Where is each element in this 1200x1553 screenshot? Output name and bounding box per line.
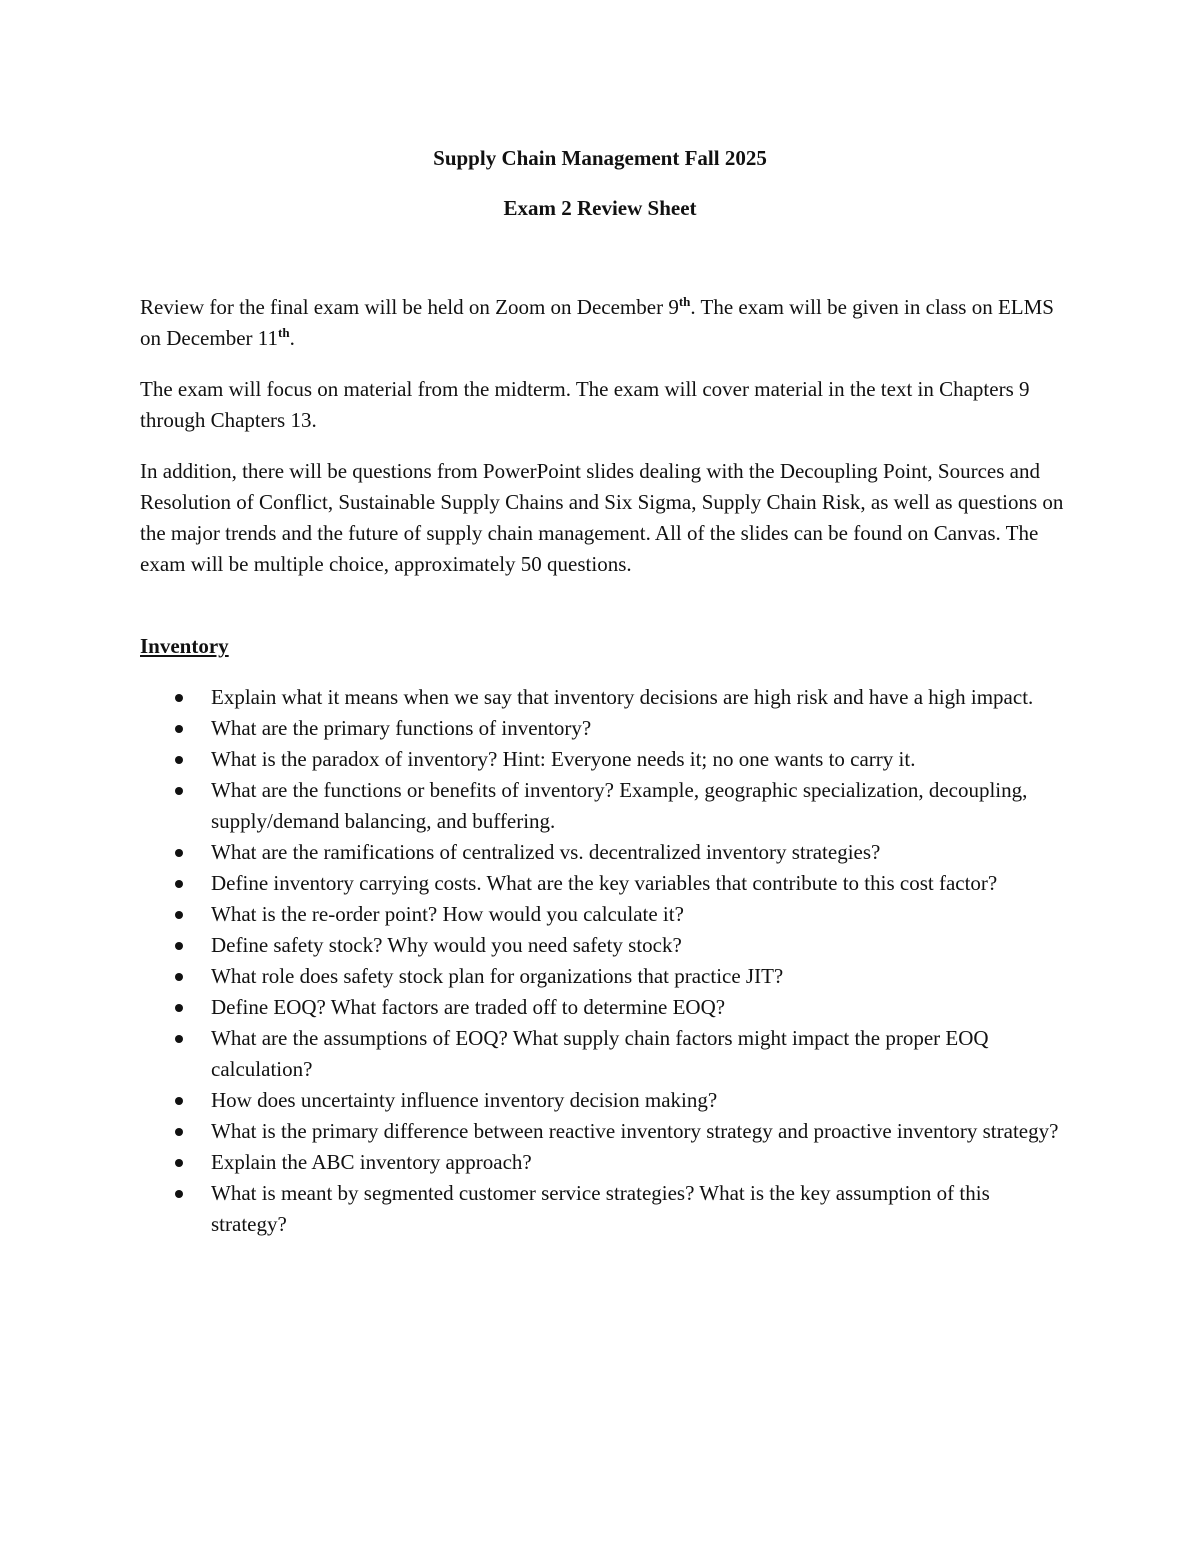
section-heading-inventory: Inventory (140, 634, 229, 658)
intro-paragraph (140, 292, 1070, 354)
bullet-icon (175, 1190, 183, 1198)
bullet-icon (175, 911, 183, 919)
list-item-text: What is meant by segmented customer service strategies? What is the key assumption of this strategy? (211, 1181, 990, 1236)
list-item (140, 713, 1070, 744)
list-item-text: What is the re-order point? How would you calculate it? (211, 902, 684, 926)
list-item (140, 1085, 1070, 1116)
inventory-question-list (140, 682, 1070, 1240)
list-item (140, 992, 1070, 1023)
bullet-icon (175, 1004, 183, 1012)
list-item (140, 775, 1070, 837)
bullet-icon (175, 973, 183, 981)
intro-text-2: . The exam will be given in class on ELMS on December 11 (140, 295, 1054, 350)
list-item-text: Define EOQ? What factors are traded off to determine EOQ? (211, 995, 726, 1019)
list-item-text: Explain what it means when we say that inventory decisions are high risk and have a high impact. (211, 685, 1034, 709)
list-item (140, 837, 1070, 868)
bullet-icon (175, 756, 183, 764)
bullet-icon (175, 1128, 183, 1136)
document-subtitle: Exam 2 Review Sheet (503, 196, 697, 220)
list-item (140, 1147, 1070, 1178)
intro-text-1: Review for the final exam will be held on Zoom on December 9 (140, 295, 679, 319)
additional-topics-paragraph: In addition, there will be questions from PowerPoint slides dealing with the Decoupling Point, Sources and Resolution of Conflict, Sustainable Supply Chains and Six Sigma, Supply Chain Risk, as well as questions on the major trends and the future of supply chain management. All of the slides can be found on Canvas. The exam will be multiple choice, approximately 50 questions. (140, 459, 1064, 576)
bullet-icon (175, 1097, 183, 1105)
list-item-text: What is the paradox of inventory? Hint: Everyone needs it; no one wants to carry it. (211, 747, 916, 771)
list-item-text: What are the primary functions of inventory? (211, 716, 592, 740)
bullet-icon (175, 787, 183, 795)
intro-ordinal-1: th (678, 294, 691, 309)
list-item (140, 961, 1070, 992)
list-item-text: What are the functions or benefits of inventory? Example, geographic specialization, decoupling, supply/demand balancing, and buffering. (211, 778, 1028, 833)
list-item (140, 1116, 1070, 1147)
list-item-text: What is the primary difference between reactive inventory strategy and proactive inventory strategy? (211, 1119, 1059, 1143)
list-item (140, 1178, 1070, 1240)
list-item-text: What are the ramifications of centralized vs. decentralized inventory strategies? (211, 840, 881, 864)
bullet-icon (175, 849, 183, 857)
list-item-text: Explain the ABC inventory approach? (211, 1150, 532, 1174)
bullet-icon (175, 880, 183, 888)
document-title: Supply Chain Management Fall 2025 (433, 146, 767, 170)
bullet-icon (175, 942, 183, 950)
list-item (140, 930, 1070, 961)
list-item (140, 744, 1070, 775)
bullet-icon (175, 1159, 183, 1167)
exam-scope-paragraph: The exam will focus on material from the midterm. The exam will cover material in the text in Chapters 9 through Chapters 13. (140, 377, 1030, 432)
list-item (140, 868, 1070, 899)
list-item-text: Define inventory carrying costs. What are the key variables that contribute to this cost factor? (211, 871, 998, 895)
intro-text-3: . (289, 326, 295, 350)
intro-ordinal-2: th (278, 325, 290, 340)
list-item (140, 1023, 1070, 1085)
list-item (140, 899, 1070, 930)
list-item (140, 682, 1070, 713)
list-item-text: What are the assumptions of EOQ? What supply chain factors might impact the proper EOQ calculation? (211, 1026, 989, 1081)
list-item-text: How does uncertainty influence inventory decision making? (211, 1088, 718, 1112)
list-item-text: Define safety stock? Why would you need safety stock? (211, 933, 682, 957)
list-item-text: What role does safety stock plan for organizations that practice JIT? (211, 964, 784, 988)
bullet-icon (175, 694, 183, 702)
bullet-icon (175, 1035, 183, 1043)
bullet-icon (175, 725, 183, 733)
